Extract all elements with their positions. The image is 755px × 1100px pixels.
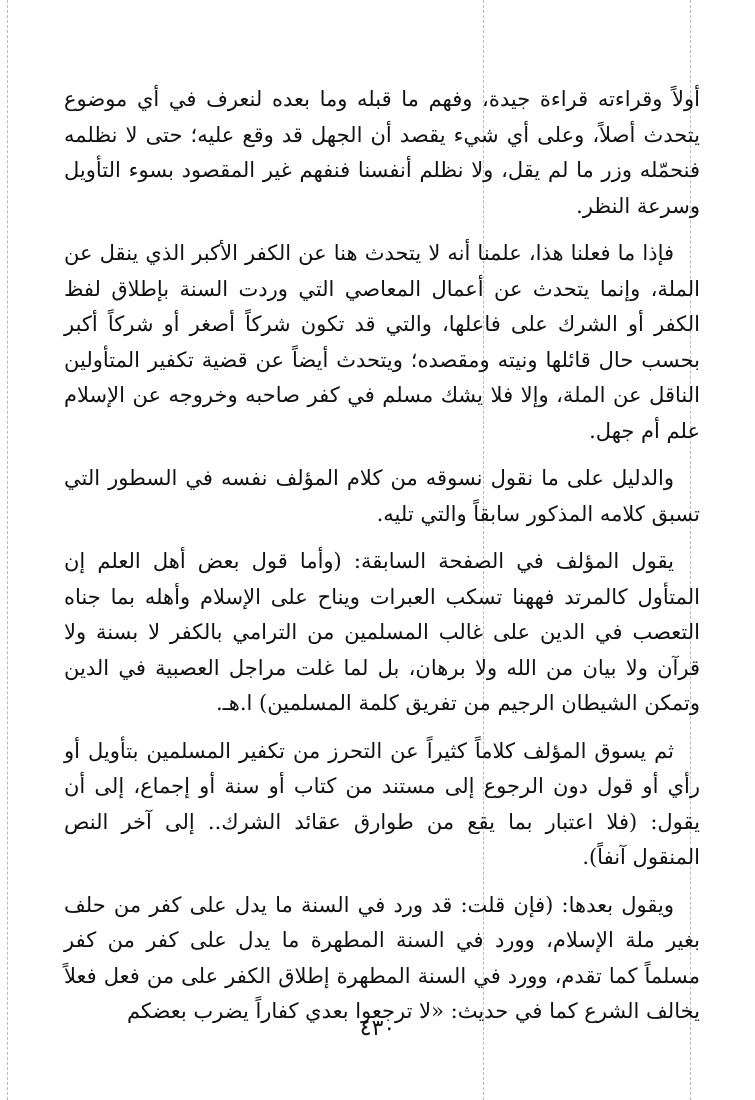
page-body: [64, 82, 700, 1030]
paragraph: ويقول بعدها: (فإن قلت: قد ورد في السنة ما يدل على كفر من حلف بغير ملة الإسلام، وورد في السنة المطهرة ما يدل على كفر من كفر مسلماً كما تقدم، وورد في السنة المطهرة إطلاق الكفر على من فعل فعلاً يخالف الشرع كما في حديث: «لا ترجعوا بعدي كفاراً يضرب بعضكم: [64, 892, 700, 1023]
paragraph: يقول المؤلف في الصفحة السابقة: (وأما قول بعض أهل العلم إن المتأول كالمرتد فههنا تسكب العبرات ويناح على الإسلام وأهله بما جناه التعصب في الدين على غالب المسلمين من الترامي بالكفر لا بسنة ولا قرآن ولا بيان من الله ولا برهان، بل لما غلت مراجل العصبية في الدين وتمكن الشيطان الرجيم من تفريق كلمة المسلمين) ا.هـ.: [64, 549, 700, 715]
paragraph: أولاً وقراءته قراءة جيدة، وفهم ما قبله وما بعده لنعرف في أي موضوع يتحدث أصلاً، وعلى أي شيء يقصد أن الجهل قد وقع عليه؛ حتى لا نظلمه فنحمّله وزر ما لم يقل، ولا نظلم أنفسنا فنفهم غير المقصود بسوء التأويل وسرعة النظر.: [64, 87, 700, 218]
paragraph: والدليل على ما نقول نسوقه من كلام المؤلف نفسه في السطور التي تسبق كلامه المذكور سابقاً والتي تليه.: [64, 466, 700, 526]
paragraph: فإذا ما فعلنا هذا، علمنا أنه لا يتحدث هنا عن الكفر الأكبر الذي ينقل عن الملة، وإنما يتحدث عن أعمال المعاصي التي وردت السنة بإطلاق لفظ الكفر أو الشرك على فاعلها، والتي قد تكون شركاً أصغر أو شركاً أكبر بحسب حال قائلها ونيته ومقصده؛ ويتحدث أيضاً عن قضية تكفير المتأولين الناقل عن الملة، وإلا فلا يشك مسلم في كفر صاحبه وخروجه عن الإسلام علم أم جهل.: [64, 241, 700, 443]
scan-guide-line: [7, 0, 8, 1100]
page-number: ٤٣٠: [359, 1016, 396, 1041]
paragraph: ثم يسوق المؤلف كلاماً كثيراً عن التحرز من تكفير المسلمين بتأويل أو رأي أو قول دون الرجوع إلى مستند من كتاب أو سنة أو إجماع، إلى أن يقول: (فلا اعتبار بما يقع من طوارق عقائد الشرك.. إلى آخر النص المنقول آنفاً).: [64, 738, 700, 869]
